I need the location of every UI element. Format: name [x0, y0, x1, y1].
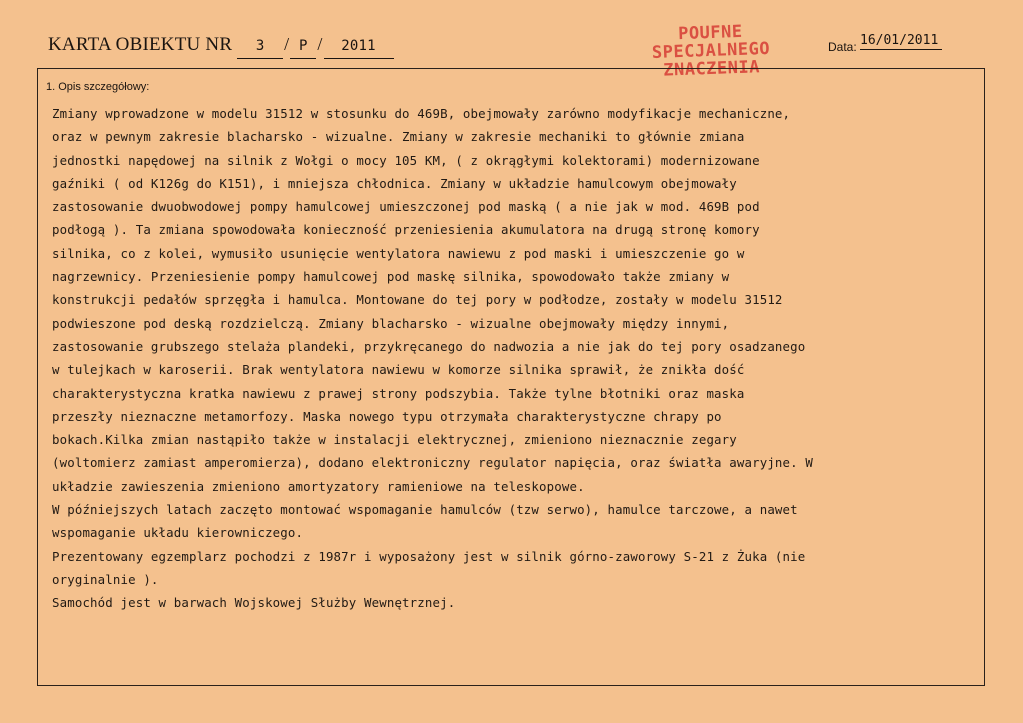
description-line: przeszły nieznaczne metamorfozy. Maska nowego typu otrzymała charakterystyczne chrapy po [52, 408, 722, 424]
card-year-field: 2011 [324, 38, 394, 59]
description-line: podwieszone pod deską rozdzielczą. Zmiany blacharsko - wizualne obejmowały między innymi, [52, 315, 730, 331]
description-line: konstrukcji pedałów sprzęgła i hamulca. Montowane do tej pory w podłodze, zostały w modelu 31512 [52, 292, 783, 308]
stamp-line: SPECJALNEGO [651, 38, 771, 64]
description-text [52, 102, 972, 615]
card-number-separator: / [317, 34, 323, 54]
description-line: charakterystyczna kratka nawiewu z prawej strony podszybia. Także tylne błotniki oraz maska [52, 385, 745, 401]
description-line: W późniejszych latach zaczęto montować wspomaganie hamulców (tzw serwo), hamulce tarczowe, a nawet [52, 502, 798, 518]
description-line: jednostki napędowej na silnik z Wołgi o mocy 105 KM, ( z okrągłymi kolektorami) modernizowane [52, 152, 760, 168]
date-label: Data: [828, 40, 857, 54]
description-line: Zmiany wprowadzone w modelu 31512 w stosunku do 469B, obejmowały zarówno modyfikacje mechaniczne, [52, 106, 791, 121]
description-line: zastosowanie dwuobwodowej pompy hamulcowej umieszczonej pod maską ( a nie jak w mod. 469B pod [52, 199, 760, 215]
description-line: zastosowanie grubszego stelaża plandeki, przykręcanego do nadwozia a nie jak do tej pory osadzanego [52, 338, 806, 354]
card-title: KARTA OBIEKTU NR [48, 34, 233, 55]
stamp-line: ZNACZENIA [662, 57, 761, 81]
description-line: gaźniki ( od K126g do K151), i mniejsza chłodnica. Zmiany w układzie hamulcowym obejmowały [52, 175, 737, 191]
stamp-line: POUFNE [677, 21, 743, 45]
section-label: 1. Opis szczegółowy: [46, 81, 150, 93]
description-line: silnika, co z kolei, wymusiło usunięcie wentylatora nawiewu z pod maski i umieszczenie go w [52, 245, 745, 261]
description-line: (woltomierz zamiast amperomierza), dodano elektroniczny regulator napięcia, oraz światła awaryjne. W [52, 455, 813, 471]
description-line: wspomaganie układu kierowniczego. [52, 525, 304, 541]
description-line: podłogą ). Ta zmiana spowodowała konieczność przeniesienia akumulatora na drugą stronę komory [52, 222, 760, 238]
description-line: w tulejkach w karoserii. Brak wentylatora nawiewu w komorze silnika sprawił, że znikła dość [52, 362, 745, 378]
card-number-separator: / [284, 34, 290, 54]
description-line: nagrzewnicy. Przeniesienie pompy hamulcowej pod maskę silnika, spowodowało także zmiany w [52, 269, 730, 285]
description-line: Prezentowany egzemplarz pochodzi z 1987r i wyposażony jest w silnik górno-zaworowy S-21 z Żuka (nie [52, 548, 806, 564]
description-line: bokach.Kilka zmian nastąpiło także w instalacji elektrycznej, zmieniono nieznacznie zegary [52, 432, 737, 448]
card-number-field: 3 [237, 38, 283, 59]
description-line: oraz w pewnym zakresie blacharsko - wizualne. Zmiany w zakresie mechaniki to głównie zmiana [52, 129, 745, 145]
card-header [48, 34, 394, 59]
card-letter-field: P [290, 38, 316, 59]
description-line: układzie zawieszenia zmieniono amortyzatory ramieniowe na teleskopowe. [52, 478, 585, 494]
date-value: 16/01/2011 [860, 33, 942, 50]
description-line: Samochód jest w barwach Wojskowej Służby Wewnętrznej. [52, 595, 456, 611]
description-line: oryginalnie ). [52, 571, 159, 587]
